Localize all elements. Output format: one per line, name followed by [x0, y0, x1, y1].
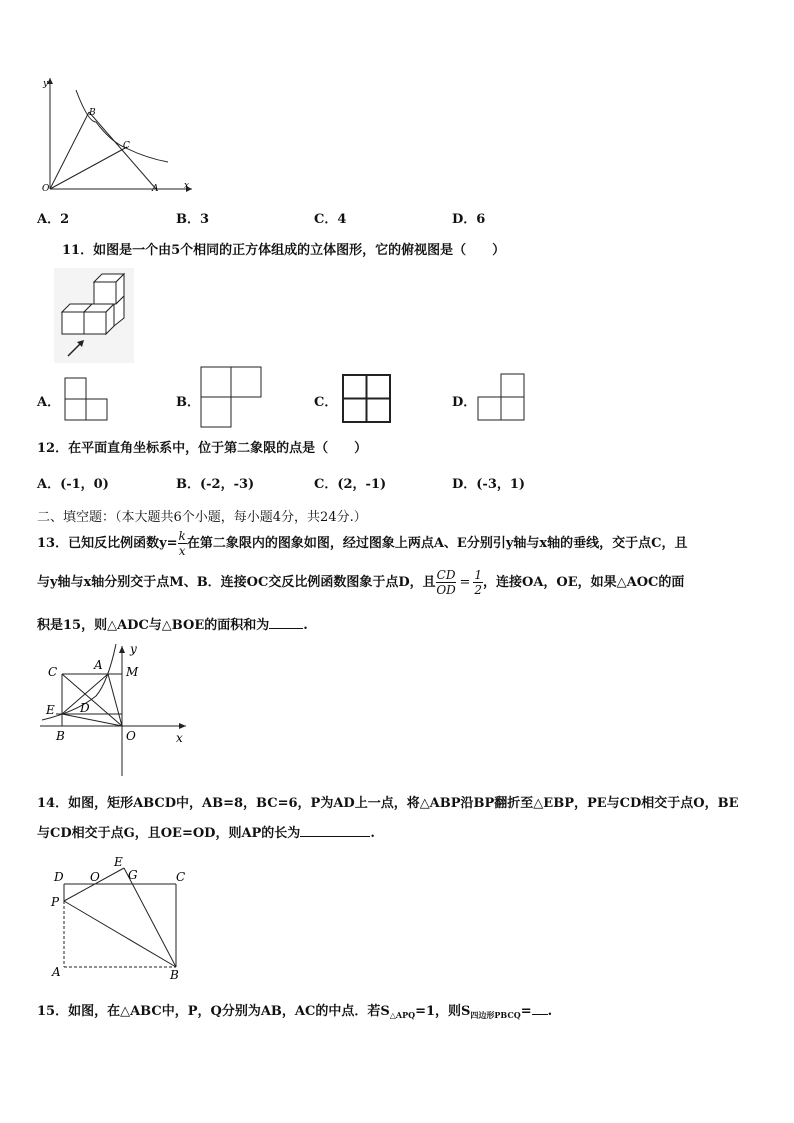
q13-ratio-num: CD: [436, 568, 456, 582]
q13-half-num: 1: [474, 568, 482, 582]
q13-frac-num: k: [178, 529, 186, 543]
q11-option-b-figure: [200, 366, 262, 428]
q13-line2: [37, 568, 684, 597]
q13-graph: [36, 640, 192, 778]
q14-label-e: E: [114, 855, 123, 869]
q13-line3-a: 积是15，则△ADC与△BOE的面积和为: [37, 618, 270, 633]
q10-option-a-value: 2: [60, 212, 70, 227]
q10-option-d-value: 6: [476, 212, 486, 227]
q10-option-c-letter: C．: [314, 212, 338, 227]
q15-text-d: .: [547, 1004, 553, 1019]
q10-option-a: [37, 208, 69, 227]
q15-text-b: =1，则S: [415, 1004, 471, 1019]
q10-label-a: A: [152, 184, 159, 194]
q14-label-b: B: [170, 968, 179, 982]
q15-sub2: 四边形PBCQ: [470, 1010, 521, 1020]
q10-label-y: y: [43, 79, 49, 89]
q13-eq: =: [459, 575, 471, 590]
q13-label-b: B: [56, 729, 65, 743]
q13-label-a: A: [94, 658, 103, 672]
q13-line2-a: 与y轴与x轴分别交于点M、B．连接OC交反比例函数图象于点D，且: [37, 575, 436, 590]
q12-option-c-value: (2，-1): [337, 477, 387, 492]
q10-label-b: B: [89, 108, 96, 118]
q13-answer-blank[interactable]: [269, 628, 303, 629]
q11-text: 11．如图是一个由5个相同的正方体组成的立体图形，它的俯视图是（ ）: [62, 243, 506, 258]
q13-half-den: 2: [474, 583, 482, 597]
q15-answer-blank[interactable]: [532, 1014, 548, 1015]
q12-text: 12．在平面直角坐标系中，位于第二象限的点是（ ）: [37, 441, 368, 456]
q14-line1: 14．如图，矩形ABCD中，AB=8，BC=6，P为AD上一点，将△ABP沿BP翻折至△EBP，PE与CD相交于点O，BE: [37, 796, 739, 811]
q14-figure: [48, 852, 198, 982]
q13-label-y: y: [130, 642, 137, 656]
q13-label-d: D: [80, 701, 90, 715]
q11-option-c-figure: [342, 374, 392, 424]
q13-frac-den: x: [178, 544, 186, 558]
q14-label-a: A: [52, 965, 61, 979]
q10-graph: [36, 72, 196, 197]
q10-option-c: [314, 208, 346, 227]
q12-option-c: [314, 473, 386, 492]
q12-option-d-value: (-3，1): [476, 477, 526, 492]
q15-text-c: =: [520, 1004, 532, 1019]
q14-label-g: G: [128, 868, 138, 882]
q14-line2-b: .: [370, 826, 375, 841]
q13-line1-b: 在第二象限内的图象如图，经过图象上两点A、E分别引y轴与x轴的垂线，交于点C，且: [186, 536, 688, 551]
q10-option-b-value: 3: [200, 212, 210, 227]
q11-option-c-label: C．: [314, 395, 338, 410]
q11-cube-figure: [54, 268, 134, 363]
q13-label-c: C: [48, 665, 58, 679]
q13-half: [473, 568, 483, 597]
q10-option-b-letter: B．: [176, 212, 200, 227]
q10-label-c: C: [123, 141, 130, 151]
q12-option-c-letter: C．: [314, 477, 338, 492]
q13-ratio-den: OD: [436, 583, 456, 597]
q10-option-c-value: 4: [337, 212, 347, 227]
q15-text: [37, 1000, 552, 1021]
q13-line2-b: ，连接OA，OE，如果△AOC的面: [483, 575, 685, 590]
q13-label-m: M: [126, 665, 139, 679]
q12-option-b-value: (-2，-3): [200, 477, 255, 492]
q12-option-b: [176, 473, 254, 492]
q13-k-over-x: [178, 529, 187, 558]
q10-option-d: [452, 208, 485, 227]
q12-option-b-letter: B．: [176, 477, 200, 492]
q13-label-x: x: [176, 731, 183, 745]
q15-text-a: 15．如图，在△ABC中，P，Q分别为AB，AC的中点．若S: [37, 1004, 390, 1019]
q14-line2: [37, 822, 375, 841]
q12-option-a-letter: A．: [37, 477, 61, 492]
q12-option-a: [37, 473, 109, 492]
q14-line2-a: 与CD相交于点G，且OE=OD，则AP的长为: [37, 826, 301, 841]
q10-option-a-letter: A．: [37, 212, 61, 227]
q11-option-a-label: A．: [37, 395, 61, 410]
q15-sub1: △APQ: [389, 1010, 416, 1020]
q13-line3-b: .: [303, 618, 308, 633]
q13-line3: [37, 614, 308, 633]
q12-option-d: [452, 473, 525, 492]
q14-label-o: O: [90, 870, 100, 884]
q13-label-o: O: [126, 729, 136, 743]
section2-title: 二、填空题：（本大题共6个小题，每小题4分，共24分.）: [37, 510, 367, 525]
q14-label-p: P: [51, 895, 60, 909]
q13-ratio: [436, 568, 457, 597]
q13-line1: [37, 529, 687, 558]
q10-option-b: [176, 208, 209, 227]
q13-label-e: E: [46, 703, 55, 717]
q14-label-d: D: [54, 870, 64, 884]
q12-option-a-value: (-1，0): [60, 477, 109, 492]
q10-label-x: x: [184, 181, 190, 191]
q12-option-d-letter: D．: [452, 477, 477, 492]
q11-option-a-figure: [64, 377, 110, 423]
q14-label-c: C: [176, 870, 186, 884]
q11-option-d-figure: [476, 373, 526, 423]
q10-option-d-letter: D．: [452, 212, 477, 227]
q11-option-d-label: D．: [452, 395, 477, 410]
q14-answer-blank[interactable]: [300, 836, 370, 837]
q11-option-b-label: B．: [176, 395, 200, 410]
q13-line1-a: 13．已知反比例函数y=: [37, 536, 178, 551]
q10-label-o: O: [42, 184, 50, 194]
